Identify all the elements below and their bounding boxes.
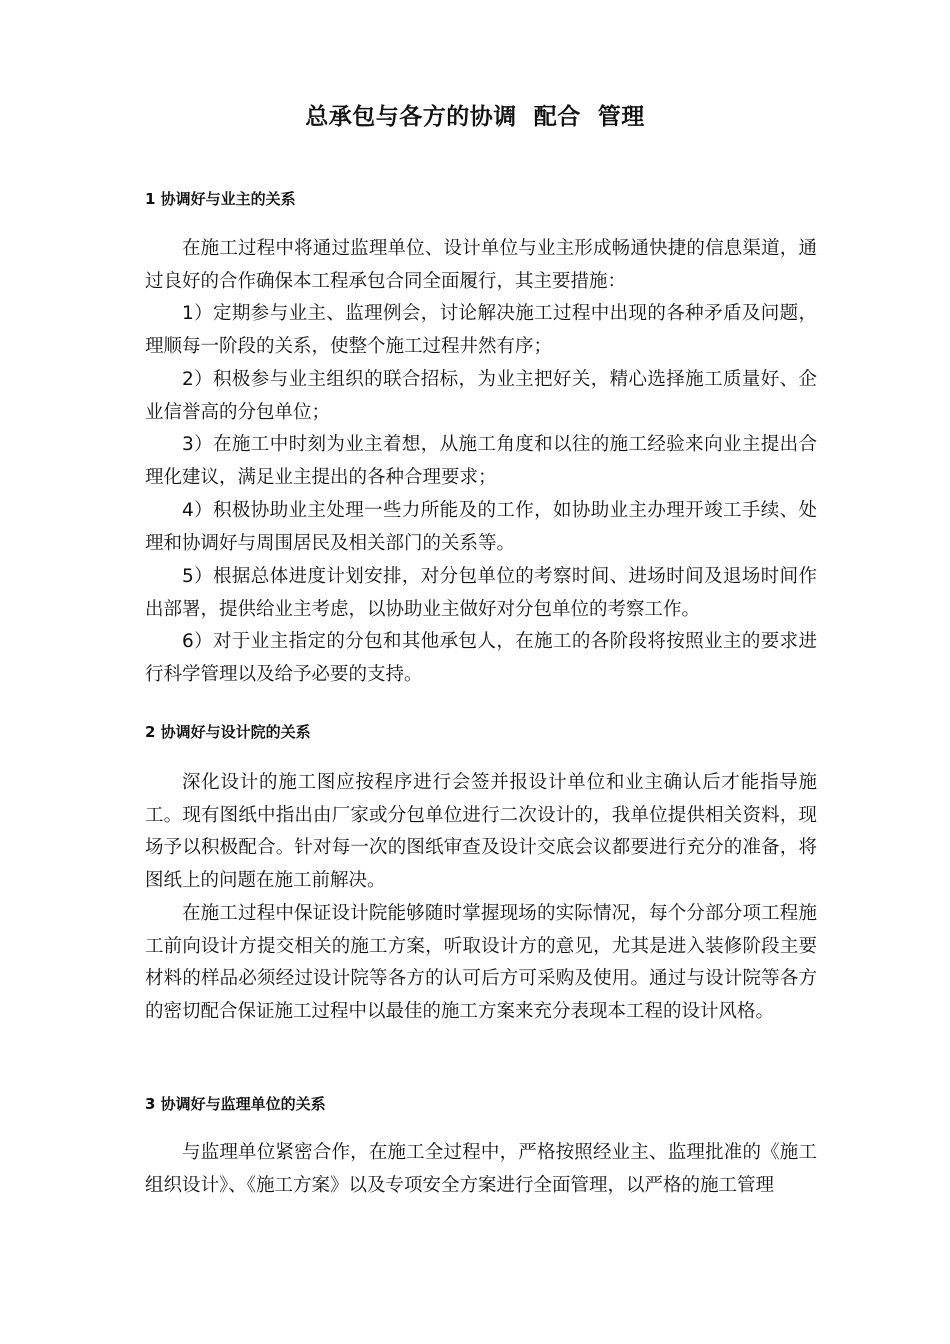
- section-3-paragraph-1: 与监理单位紧密合作，在施工全过程中，严格按照经业主、监理批准的《施工组织设计》、《施工方案》以及专项安全方案进行全面管理，以严格的施工管理: [145, 1142, 817, 1196]
- section-1-item-6: 6）对于业主指定的分包和其他承包人，在施工的各阶段将按照业主的要求进行科学管理以及给予必要的支持。: [145, 631, 817, 685]
- section-heading-1: 1 协调好与业主的关系: [145, 190, 296, 208]
- document-title: 总承包与各方的协调 配合 管理: [305, 104, 645, 130]
- section-1-item-3: 3）在施工中时刻为业主着想，从施工角度和以往的施工经验来向业主提出合理化建议，满足业主提出的各种合理要求；: [145, 434, 817, 488]
- section-1-item-2: 2）积极参与业主组织的联合招标，为业主把好关，精心选择施工质量好、企业信誉高的分包单位；: [145, 369, 817, 423]
- section-1-item-1: 1）定期参与业主、监理例会，讨论解决施工过程中出现的各种矛盾及问题，理顺每一阶段的关系，使整个施工过程井然有序；: [145, 303, 817, 357]
- section-2-paragraph-2: 在施工过程中保证设计院能够随时掌握现场的实际情况，每个分部分项工程施工前向设计方提交相关的施工方案，听取设计方的意见，尤其是进入装修阶段主要材料的样品必须经过设计院等各方的认可后方可采购及使用。通过与设计院等各方的密切配合保证施工过程中以最佳的施工方案来充分表现本工程的设计风格。: [145, 903, 817, 1022]
- section-1-intro: 在施工过程中将通过监理单位、设计单位与业主形成畅通快捷的信息渠道，通过良好的合作确保本工程承包合同全面履行，其主要措施：: [145, 238, 817, 292]
- section-1-item-5: 5）根据总体进度计划安排，对分包单位的考察时间、进场时间及退场时间作出部署，提供给业主考虑，以协助业主做好对分包单位的考察工作。: [145, 566, 817, 620]
- section-heading-2: 2 协调好与设计院的关系: [145, 723, 311, 741]
- section-heading-3: 3 协调好与监理单位的关系: [145, 1095, 326, 1113]
- section-2-paragraph-1: 深化设计的施工图应按程序进行会签并报设计单位和业主确认后才能指导施工。现有图纸中指出由厂家或分包单位进行二次设计的，我单位提供相关资料，现场予以积极配合。针对每一次的图纸审查及设计交底会议都要进行充分的准备，将图纸上的问题在施工前解决。: [145, 772, 817, 891]
- section-1-item-4: 4）积极协助业主处理一些力所能及的工作，如协助业主办理开竣工手续、处理和协调好与周围居民及相关部门的关系等。: [145, 500, 817, 554]
